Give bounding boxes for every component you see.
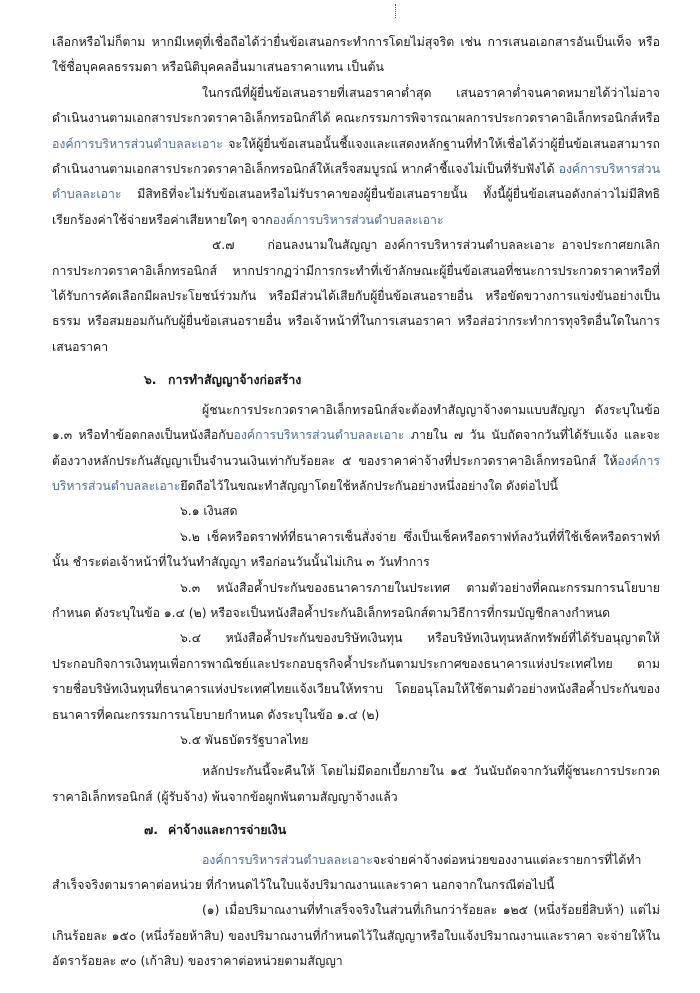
paragraph-guarantee-return: หลักประกันนี้จะคืนให้ โดยไม่มีดอกเบี้ยภายใน ๑๕ วันนับถัดจากวันที่ผู้ชนะการประกวดราคาอิเล็กทรอนิกส์ (ผู้รับจ้าง) พ้นจากข้อผูกพันตามสัญญาจ้างแล้ว — [52, 764, 660, 804]
text: ผู้ชนะการประกวดราคาอิเล็กทรอนิกส์จะต้องทำสัญญาจ้างตามแบบสัญญา ดังระบุในข้อ ๑.๓ หรือทำข้อตกลงเป็นหนังสือกับ — [52, 402, 660, 443]
item-6-2: ๖.๒ เช็คหรือดราฟท์ที่ธนาคารเซ็นสั่งจ่าย ซึ่งเป็นเช็คหรือดราฟท์ลงวันที่ที่ใช้เช็คหรือดราฟท์นั้น ชำระต่อเจ้าหน้าที่ในวันทำสัญญา หรือก่อนวันนั้นไม่เกิน ๓ วันทำการ — [52, 529, 660, 570]
page-mark — [395, 4, 398, 18]
section-title: ค่าจ้างและการจ่ายเงิน — [168, 823, 287, 838]
item-6-3: ๖.๓ หนังสือค้ำประกันของธนาคารภายในประเทศ ตามตัวอย่างที่คณะกรรมการนโยบายกำหนด ดังระบุในข้อ ๑.๔ (๒) หรือจะเป็นหนังสือค้ำประกันอิเล็กทรอนิกส์ตามวิธีการที่กรมบัญชีกลางกำหนด — [52, 580, 660, 620]
item-6-1: ๖.๑ เงินสด — [180, 504, 238, 519]
paragraph-low-bid — [52, 81, 660, 233]
section-number: ๗. — [144, 823, 158, 838]
section-title: การทำสัญญาจ้างก่อสร้าง — [168, 373, 302, 388]
paragraph-contract — [52, 398, 660, 500]
text: จะให้ผู้ยื่นข้อเสนอนั้นชี้แจงและแสดงหลักฐานที่ทำให้เชื่อได้ว่าผู้ยื่นข้อเสนอสามารถดำเนินงานตามเอกสารประกวดราคาอิเล็กทรอนิกส์ให้เสร็จสมบูรณ์ หากคำชี้แจงไม่เป็นที่รับฟังได้ — [52, 136, 660, 177]
org-name: องค์การบริหารส่วนตำบลละเอาะ — [272, 212, 444, 227]
paragraph-payment-1: (๑) เมื่อปริมาณงานที่ทำเสร็จจริงในส่วนที่เกินกว่าร้อยละ ๑๒๕ (หนึ่งร้อยยี่สิบห้า) แต่ไม่เกินร้อยละ ๑๕๐ (หนึ่งร้อยห้าสิบ) ของปริมาณงานที่กำหนดไว้ในสัญญาหรือใบแจ้งปริมาณงานและราคา จะจ่ายให้ในอัตราร้อยละ ๙๐ (เก้าสิบ) ของราคาต่อหน่วยตามสัญญา — [52, 903, 660, 969]
section-number: ๖. — [144, 373, 157, 388]
section-6-heading — [52, 368, 660, 393]
org-name: องค์การบริหารส่วนตำบลละเอาะ — [52, 136, 223, 151]
org-name: องค์การบริหารส่วนตำบลละเอาะ — [52, 453, 660, 493]
item-6-4: ๖.๔ หนังสือค้ำประกันของบริษัทเงินทุน หรือบริษัทเงินทุนหลักทรัพย์ที่ได้รับอนุญาตให้ประกอบกิจการเงินทุนเพื่อการพาณิชย์และประกอบธุรกิจค้ำประกันตามประกาศของธนาคารแห่งประเทศไทย ตามรายชื่อบริษัทเงินทุนที่ธนาคารแห่งประเทศไทยแจ้งเวียนให้ทราบ โดยอนุโลมให้ใช้ตามตัวอย่างหนังสือค้ำประกันของธนาคารที่คณะกรรมการนโยบายกำหนด ดังระบุในข้อ ๑.๔ (๒) — [52, 631, 660, 722]
section-7-heading — [52, 818, 660, 843]
text: ก่อนลงนามในสัญญา องค์การบริหารส่วนตำบลละเอาะ อาจประกาศยกเลิกการประกวดราคาอิเล็กทรอนิกส์ หากปรากฏว่ามีการกระทำที่เข้าลักษณะผู้ยื่นข้อเสนอที่ชนะการประกวดราคาหรือที่ได้รับการคัดเลือกมีผลประโยชน์ร่วมกัน หรือมีส่วนได้เสียกับผู้ยื่นข้อเสนอรายอื่น หรือขัดขวางการแข่งขันอย่างเป็นธรรม หรือสมยอมกันกับผู้ยื่นข้อเสนอรายอื่น หรือเจ้าหน้าที่ในการเสนอราคา หรือส่อว่ากระทำการทุจริตอื่นใดในการเสนอราคา — [52, 238, 660, 354]
paragraph-continued: เลือกหรือไม่ก็ตาม หากมีเหตุที่เชื่อถือได้ว่ายื่นข้อเสนอกระทำการโดยไม่สุจริต เช่น การเสนอเอกสารอันเป็นเท็จ หรือใช้ชื่อบุคคลธรรมดา หรือนิติบุคคลอื่นมาเสนอราคาแทน เป็นต้น — [52, 35, 660, 75]
text: ภายใน ๗ วัน นับถัดจากวันที่ได้รับแจ้ง และจะต้องวางหลักประกันสัญญาเป็นจำนวนเงินเท่ากับร้อยละ ๕ ของราคาค่าจ้างที่ประกวดราคาอิเล็กทรอนิกส์ ให้ — [52, 428, 660, 468]
item-6-5: ๖.๕ พันธบัตรรัฐบาลไทย — [180, 732, 309, 747]
paragraph-payment — [52, 848, 660, 899]
text: ในกรณีที่ผู้ยื่นข้อเสนอรายที่เสนอราคาต่ำสุด เสนอราคาต่ำจนคาดหมายได้ว่าไม่อาจดำเนินงานตามเอกสารประกวดราคาอิเล็กทรอนิกส์ได้ คณะกรรมการพิจารณาผลการประกวดราคาอิเล็กทรอนิกส์หรือ — [52, 85, 660, 126]
paragraph-5-7 — [52, 233, 660, 360]
text: มีสิทธิที่จะไม่รับข้อเสนอหรือไม่รับราคาของผู้ยื่นข้อเสนอรายนั้น ทั้งนี้ผู้ยื่นข้อเสนอดังกล่าวไม่มีสิทธิเรียกร้องค่าใช้จ่ายหรือค่าเสียหายใดๆ จาก — [52, 187, 660, 227]
clause-number: ๕.๗ — [212, 238, 235, 253]
org-name: องค์การบริหารส่วนตำบลละเอาะ — [52, 162, 660, 202]
org-name: องค์การบริหารส่วนตำบลละเอาะ — [233, 428, 405, 443]
text: จะจ่ายค่าจ้างต่อหน่วยของงานแต่ละรายการที่ได้ทำสำเร็จจริงตามราคาต่อหน่วย ที่กำหนดไว้ในใบแจ้งปริมาณงานและราคา นอกจากในกรณีต่อไปนี้ — [52, 852, 642, 892]
org-name: องค์การบริหารส่วนตำบลละเอาะ — [202, 852, 373, 867]
text: ยึดถือไว้ในขณะทำสัญญาโดยใช้หลักประกันอย่างหนึ่งอย่างใด ดังต่อไปนี้ — [180, 478, 558, 493]
